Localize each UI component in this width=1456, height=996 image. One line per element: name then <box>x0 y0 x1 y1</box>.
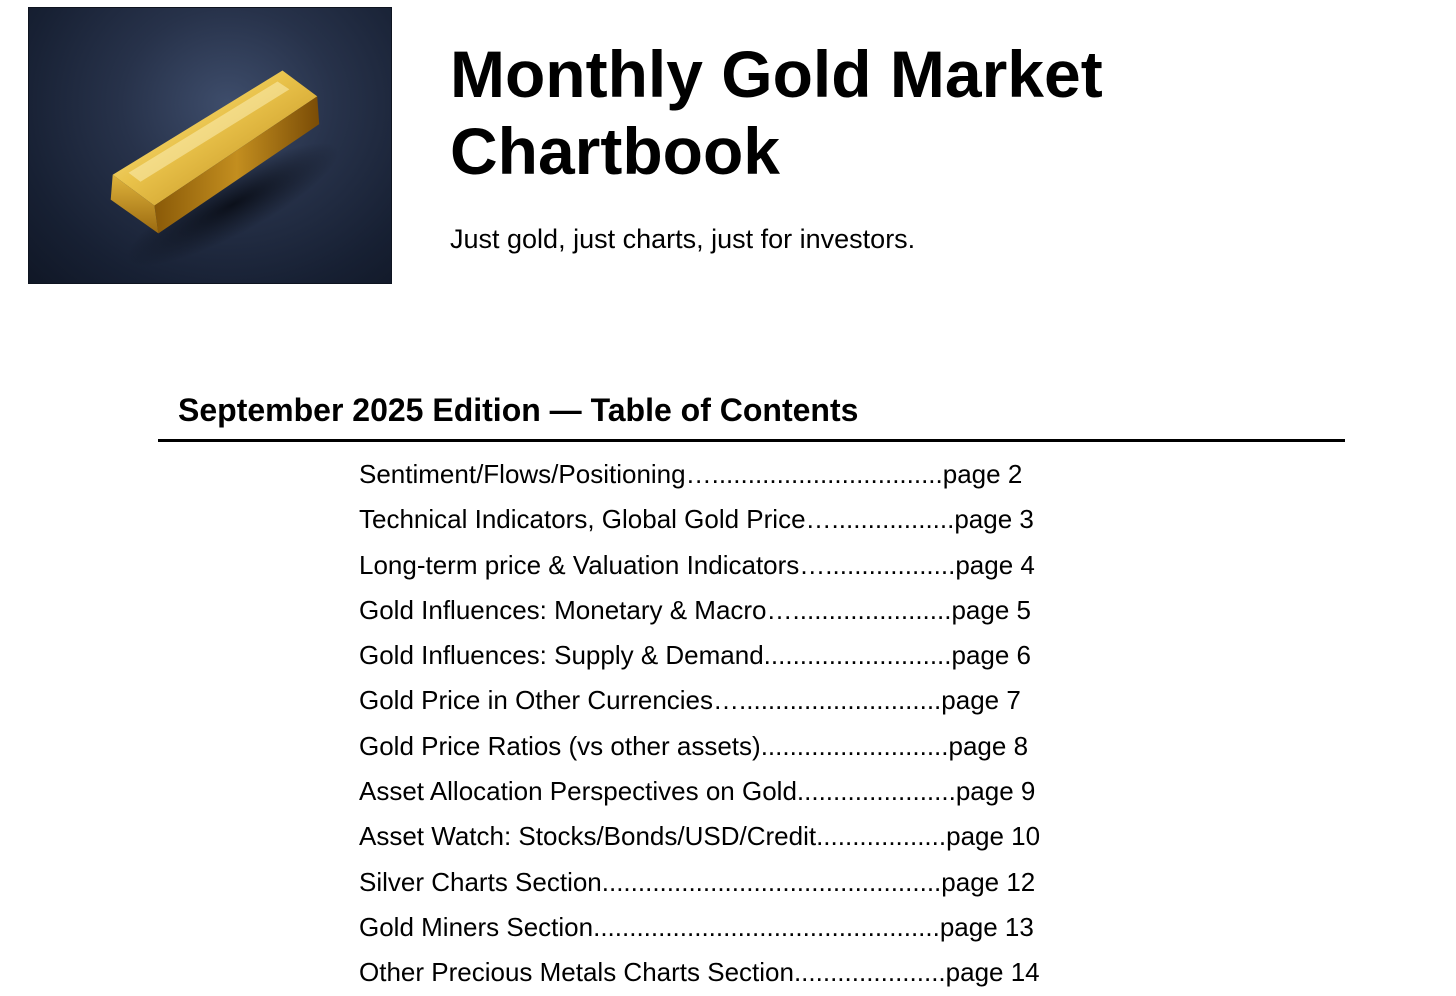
page-title-line-2: Chartbook <box>450 114 780 188</box>
toc-item-other-currencies: Gold Price in Other Currencies…............................page 7 <box>359 685 1021 716</box>
gold-bar-image <box>28 7 392 284</box>
toc-item-supply-demand: Gold Influences: Supply & Demand..........................page 6 <box>359 640 1032 671</box>
toc-divider <box>158 439 1345 442</box>
toc-item-asset-allocation: Asset Allocation Perspectives on Gold......................page 9 <box>359 776 1036 807</box>
page-title <box>450 36 1350 190</box>
toc-item-other-precious-metals: Other Precious Metals Charts Section.....................page 14 <box>359 957 1040 988</box>
toc-item-valuation: Long-term price & Valuation Indicators…..................page 4 <box>359 549 1035 580</box>
toc-item-asset-watch: Asset Watch: Stocks/Bonds/USD/Credit..................page 10 <box>359 821 1041 852</box>
toc-item-price-ratios: Gold Price Ratios (vs other assets)..........................page 8 <box>359 730 1029 761</box>
toc-list <box>359 452 1040 996</box>
toc-item-gold-miners: Gold Miners Section................................................page 13 <box>359 911 1034 942</box>
toc-item-monetary-macro: Gold Influences: Monetary & Macro…......................page 5 <box>359 594 1031 625</box>
toc-heading: September 2025 Edition — Table of Contents <box>178 392 859 428</box>
page-title-line-1: Monthly Gold Market <box>450 37 1103 111</box>
toc-item-silver: Silver Charts Section...............................................page 12 <box>359 866 1036 897</box>
toc-item-sentiment: Sentiment/Flows/Positioning…................................page 2 <box>359 459 1023 489</box>
tagline: Just gold, just charts, just for investors. <box>450 224 916 254</box>
toc-item-technical-indicators: Technical Indicators, Global Gold Price….................page 3 <box>359 504 1034 535</box>
